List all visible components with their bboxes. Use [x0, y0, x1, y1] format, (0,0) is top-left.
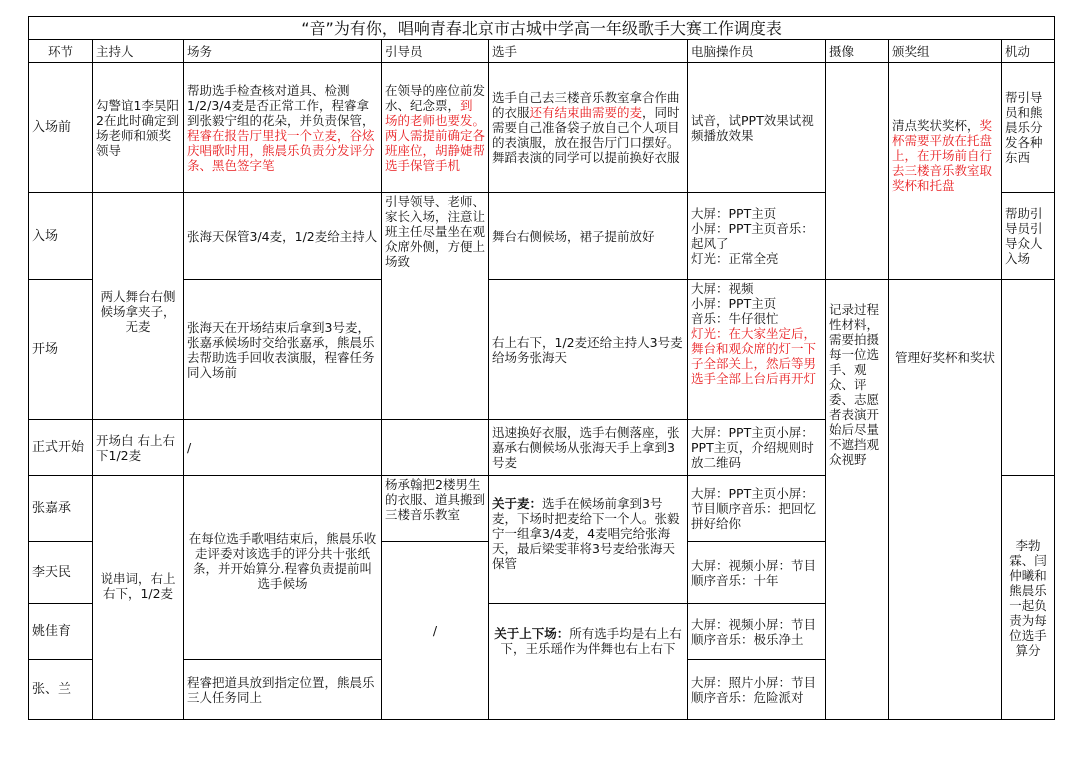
- contestant-note-red: 还有结束曲需要的麦: [529, 105, 643, 120]
- contestant-cell: 舞台右侧候场，裙子提前放好: [489, 193, 688, 280]
- stage-label: 姚佳育: [29, 604, 93, 660]
- computer-line: 小屏：PPT主页音乐：起风了: [691, 221, 814, 251]
- host-cell: 说串词，右上右下，1/2麦: [93, 476, 184, 720]
- stage-label: 张嘉承: [29, 476, 93, 542]
- stage-label: 入场前: [29, 63, 93, 193]
- staff-text: 帮助选手检查核对道具、检测1/2/3/4麦是否正常工作，程睿拿到张毅宁组的花朵，并负责保管，: [187, 82, 375, 128]
- header-row: [29, 40, 1055, 63]
- contestant-cell: 右上右下，1/2麦还给主持人3号麦给场务张海天: [489, 280, 688, 420]
- guide-note-red: 到场的老师也要发。两人需提前确定各班座位，胡静婕帮选手保管手机: [385, 97, 486, 173]
- staff-cell: /: [184, 420, 382, 476]
- header-host: 主持人: [93, 40, 184, 63]
- header-contestant: 选手: [489, 40, 688, 63]
- staff-cell: 程睿把道具放到指定位置，熊晨乐三人任务同上: [184, 660, 382, 720]
- computer-line: 大屏：视频: [691, 281, 754, 296]
- updown-text: 所有选手均是右上右下，王乐瑶作为伴舞也右上右下: [500, 626, 682, 656]
- staff-cell: 张海天保管3/4麦，1/2麦给主持人: [184, 193, 382, 280]
- award-cell: [889, 63, 1002, 280]
- flex-cell: 帮引导员和熊晨乐分发各种东西: [1002, 63, 1055, 193]
- guide-cell: [382, 63, 489, 193]
- stage-label: 入场: [29, 193, 93, 280]
- guide-cell: 引导领导、老师、家长入场，注意让班主任尽量坐在观众席外侧，方便上场致: [382, 193, 489, 420]
- contestant-cell: [489, 604, 688, 720]
- computer-cell: 大屏：视频小屏：节目顺序音乐：十年: [688, 542, 826, 604]
- contestant-cell: 迅速换好衣服，选手右侧落座，张嘉承右侧候场从张海天手上拿到3号麦: [489, 420, 688, 476]
- computer-cell: 大屏：PPT主页小屏：节目顺序音乐：把回忆拼好给你: [688, 476, 826, 542]
- contestant-text-2: ，同时需要自己准备袋子放自己个人项目的表演服，放在报告厅门口摆好。舞蹈表演的同学可以提前换好衣服: [492, 105, 680, 165]
- table-title: “音”为有你，唱响青春北京市古城中学高一年级歌手大赛工作调度表: [29, 17, 1055, 40]
- staff-cell: 张海天在开场结束后拿到3号麦，张嘉承候场时交给张嘉承，熊晨乐去帮助选手回收表演服，程睿任务同入场前: [184, 280, 382, 420]
- schedule-sheet: [28, 16, 1054, 720]
- computer-cell: 大屏：PPT主页小屏：PPT主页，介绍规则时放二维码: [688, 420, 826, 476]
- table-row: [29, 63, 1055, 193]
- computer-cell: 大屏：视频小屏：节目顺序音乐：极乐净土: [688, 604, 826, 660]
- flex-cell: 帮助引导员引导众人入场: [1002, 193, 1055, 280]
- stage-label: 正式开始: [29, 420, 93, 476]
- stage-label: 李天民: [29, 542, 93, 604]
- computer-cell: [688, 280, 826, 420]
- award-text: 清点奖状奖杯，: [892, 118, 980, 133]
- mic-text: 选手在候场前拿到3号麦，下场时把麦给下一个人。张毅宁一组拿3/4麦，4麦唱完给张海天，最后梁雯菲将3号麦给张海天保管: [492, 496, 680, 571]
- contestant-cell: [489, 476, 688, 604]
- award-note-red: 奖杯需要平放在托盘上，在开场前自行去三楼音乐教室取奖杯和托盘: [892, 118, 993, 193]
- computer-cell: [688, 193, 826, 280]
- header-guide: 引导员: [382, 40, 489, 63]
- host-cell: 勾警谊1李昊阳2在此时确定到场老师和颁奖领导: [93, 63, 184, 193]
- stage-label: 张、兰: [29, 660, 93, 720]
- computer-line: 大屏：PPT主页: [691, 206, 777, 221]
- header-stage: 环节: [29, 40, 93, 63]
- guide-text: 在领导的座位前发水、纪念票，: [385, 82, 486, 113]
- computer-cell: 试音，试PPT效果试视频播放效果: [688, 63, 826, 193]
- lighting-note-red: 灯光：在大家坐定后，舞台和观众席的灯一下子全部关上，然后等男选手全部上台后再开灯: [691, 326, 817, 386]
- award-cell: 管理好奖杯和奖状: [889, 280, 1002, 720]
- guide-cell: [382, 420, 489, 476]
- stage-label: 开场: [29, 280, 93, 420]
- mic-label: 关于麦：: [492, 496, 543, 511]
- computer-line: 音乐：牛仔很忙: [691, 311, 779, 326]
- staff-note-red: 程睿在报告厅里找一个立麦，谷炫庆唱歌时用，熊晨乐负责分发评分条、黑色签字笔: [187, 127, 375, 173]
- header-flex: 机动: [1002, 40, 1055, 63]
- flex-cell: 李勃霖、闫仲曦和熊晨乐一起负责为每位选手算分: [1002, 476, 1055, 720]
- guide-cell: 杨承翰把2楼男生的衣服、道具搬到三楼音乐教室: [382, 476, 489, 542]
- header-computer: 电脑操作员: [688, 40, 826, 63]
- header-award: 颁奖组: [889, 40, 1002, 63]
- header-camera: 摄像: [826, 40, 889, 63]
- updown-label: 关于上下场：: [494, 626, 570, 641]
- staff-cell: [184, 63, 382, 193]
- schedule-table: [28, 16, 1055, 720]
- computer-line: 灯光：正常全亮: [691, 251, 779, 266]
- host-cell: 两人舞台右侧候场拿夹子，无麦: [93, 193, 184, 420]
- header-staff: 场务: [184, 40, 382, 63]
- camera-cell: 记录过程性材料，需要拍摄每一位选手、观众、评委、志愿者表演开始后尽量不遮挡观众视野: [826, 280, 889, 720]
- contestant-cell: [489, 63, 688, 193]
- flex-cell: [1002, 280, 1055, 476]
- camera-cell: [826, 63, 889, 280]
- staff-cell: 在每位选手歌唱结束后，熊晨乐收走评委对该选手的评分共十张纸条，并开始算分.程睿负责提前叫选手候场: [184, 476, 382, 660]
- guide-cell: /: [382, 542, 489, 720]
- computer-cell: 大屏：照片小屏：节目顺序音乐：危险派对: [688, 660, 826, 720]
- contestant-text: 选手自己去三楼音乐教室拿合作曲的衣服: [492, 90, 680, 120]
- computer-line: 小屏：PPT主页: [691, 296, 777, 311]
- host-cell: 开场白 右上右下1/2麦: [93, 420, 184, 476]
